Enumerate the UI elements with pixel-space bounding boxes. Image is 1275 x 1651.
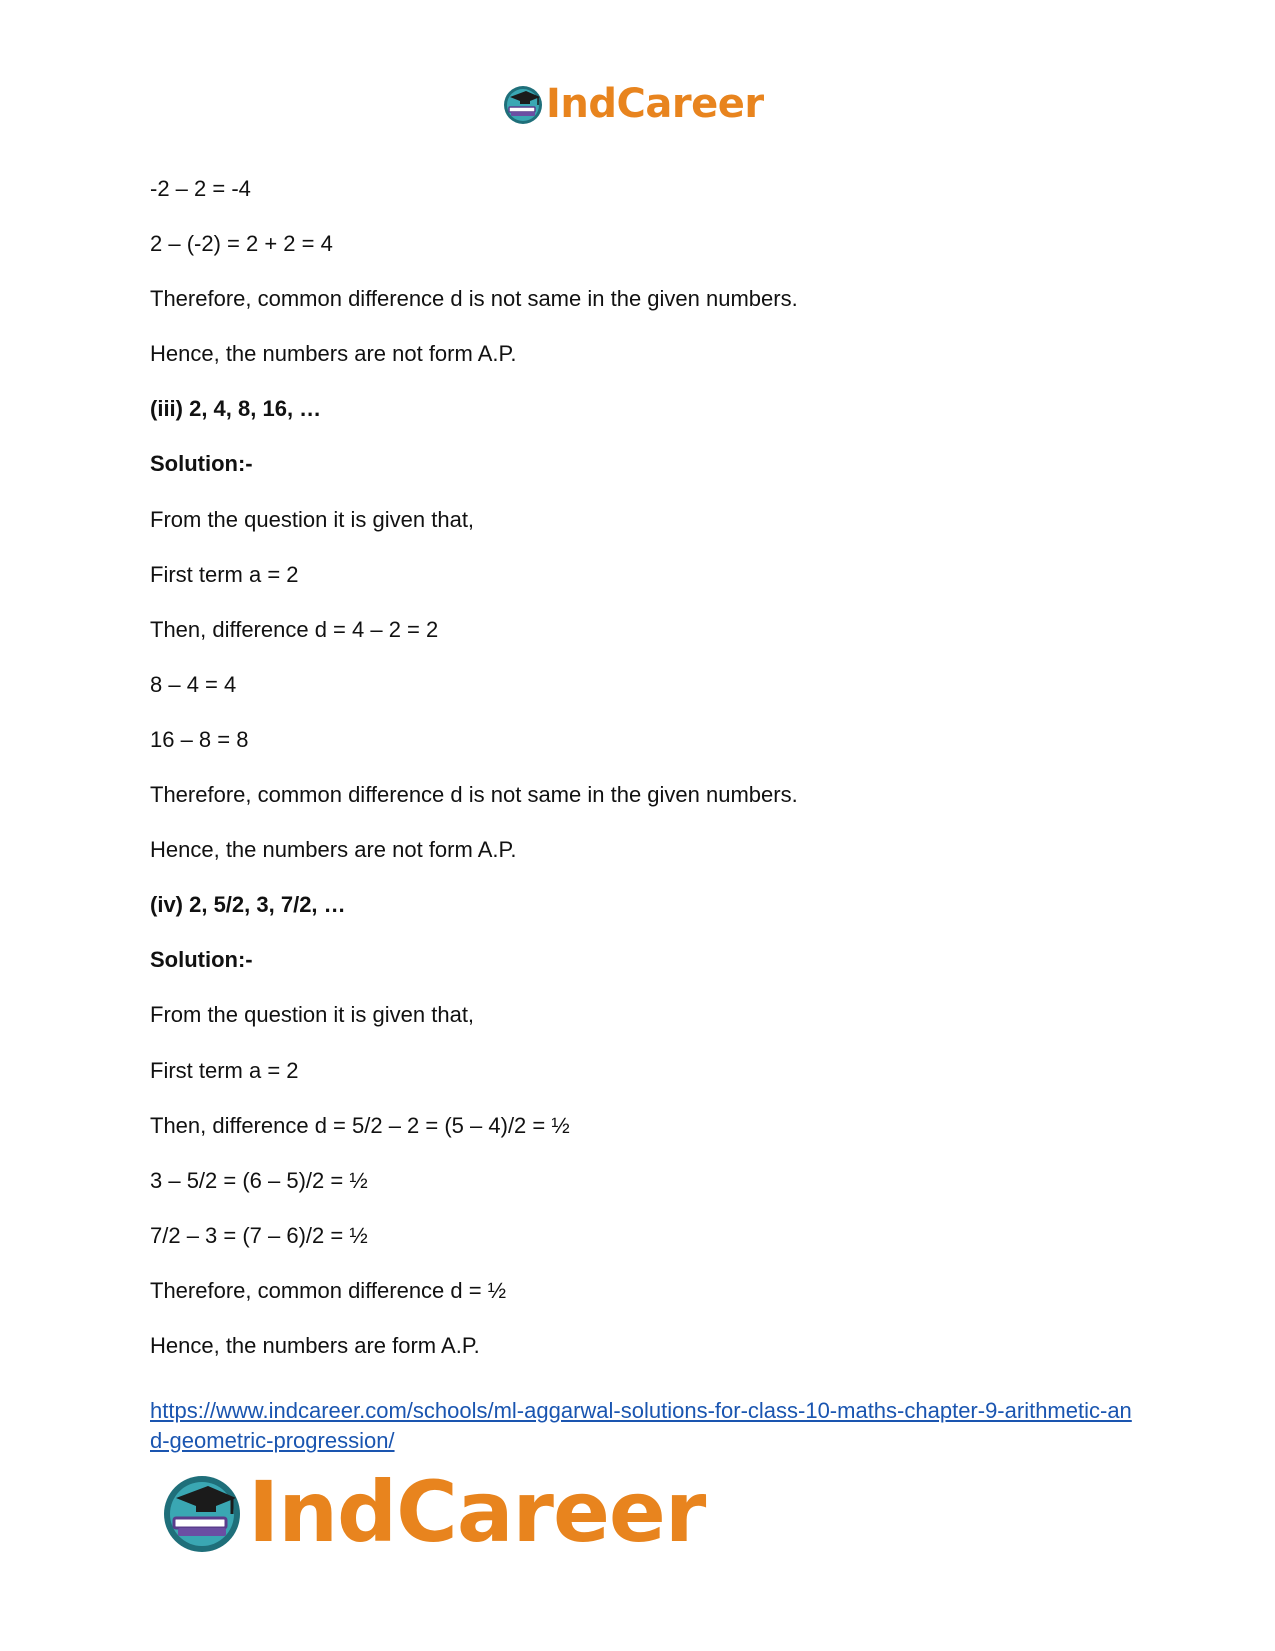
text-line: First term a = 2 [150, 561, 299, 587]
text-line: Therefore, common difference d = ½ [150, 1277, 507, 1303]
text-line: From the question it is given that, [150, 1002, 475, 1028]
heading-line: Solution:- [150, 451, 253, 477]
text-line: -2 – 2 = -4 [150, 176, 251, 201]
document-body [150, 176, 1130, 1388]
text-line: 3 – 5/2 = (6 – 5)/2 = ½ [150, 1167, 368, 1193]
text-line: 2 – (-2) = 2 + 2 = 4 [150, 231, 333, 257]
header-logo-text: IndCareer [546, 81, 764, 127]
header-logo [502, 78, 764, 130]
text-line: 7/2 – 3 = (7 – 6)/2 = ½ [150, 1222, 368, 1248]
graduation-book-icon [160, 1470, 244, 1554]
heading-line: (iii) 2, 4, 8, 16, … [150, 396, 322, 422]
source-link[interactable]: https://www.indcareer.com/schools/ml-aggarwal-solutions-for-class-10-maths-chapter-9-arithmetic-and-geometric-progression/ [150, 1398, 1132, 1453]
heading-line: Solution:- [150, 947, 253, 973]
text-line: Hence, the numbers are not form A.P. [150, 341, 517, 367]
text-line: Hence, the numbers are not form A.P. [150, 837, 517, 863]
graduation-book-icon [502, 83, 544, 125]
text-line: Therefore, common difference d is not same in the given numbers. [150, 286, 798, 312]
text-line: From the question it is given that, [150, 506, 475, 532]
text-line: 16 – 8 = 8 [150, 726, 249, 752]
heading-line: (iv) 2, 5/2, 3, 7/2, … [150, 892, 346, 918]
footer-logo [160, 1462, 705, 1562]
text-line: 8 – 4 = 4 [150, 671, 237, 697]
text-line: Then, difference d = 4 – 2 = 2 [150, 616, 439, 642]
text-line: First term a = 2 [150, 1057, 299, 1083]
text-line: Hence, the numbers are form A.P. [150, 1332, 480, 1358]
text-line: Then, difference d = 5/2 – 2 = (5 – 4)/2 = ½ [150, 1112, 570, 1138]
footer-logo-text: IndCareer [248, 1463, 706, 1561]
text-line: Therefore, common difference d is not same in the given numbers. [150, 782, 798, 808]
